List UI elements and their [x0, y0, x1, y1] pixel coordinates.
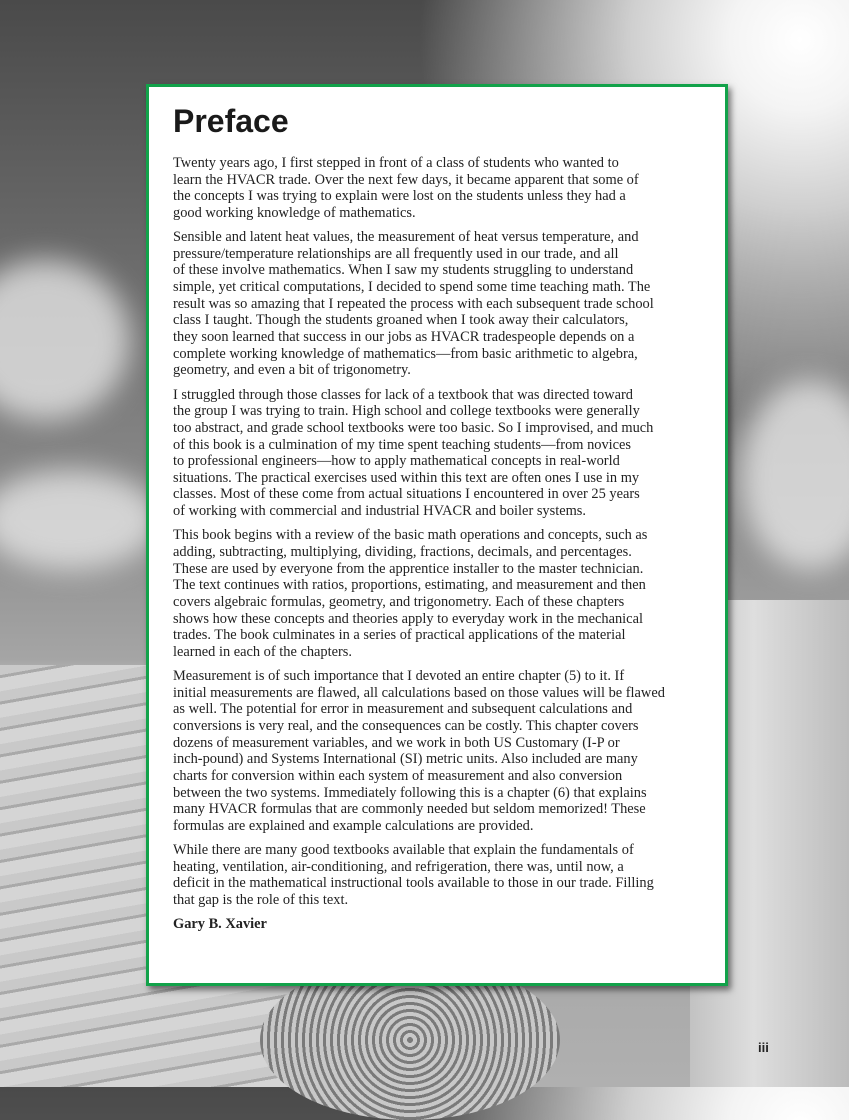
text-line: between the two systems. Immediately following this is a chapter (6) that explains [173, 784, 647, 801]
text-line: of working with commercial and industrial HVACR and boiler systems. [173, 503, 587, 520]
text-line: classes. Most of these come from actual situations I encountered in over 25 years [173, 486, 640, 503]
text-line: class I taught. Though the students groaned when I took away their calculators, [173, 312, 629, 329]
text-line: These are used by everyone from the apprentice installer to the master technician. [173, 560, 644, 577]
text-line: Measurement is of such importance that I devoted an entire chapter (5) to it. If [173, 668, 625, 685]
text-line: result was so amazing that I repeated the process with each subsequent trade school [173, 295, 654, 312]
text-line: conversions is very real, and the consequences can be costly. This chapter covers [173, 718, 639, 734]
paragraph [173, 229, 718, 379]
text-line: dozens of measurement variables, and we work in both US Customary (I-P or [173, 734, 620, 751]
text-line: to professional engineers—how to apply mathematical concepts in real-world [173, 453, 620, 470]
preface-panel [146, 84, 728, 986]
text-line: heating, ventilation, air-conditioning, and refrigeration, there was, until now, a [173, 858, 624, 875]
text-line: learned in each of the chapters. [173, 643, 352, 660]
paragraph [173, 387, 718, 520]
cloud [0, 260, 130, 420]
text-line: While there are many good textbooks available that explain the fundamentals of [173, 842, 634, 859]
text-line: trades. The book culminates in a series of practical applications of the material [173, 627, 626, 644]
page-number: iii [758, 1040, 769, 1055]
text-line: charts for conversion within each system of measurement and also conversion [173, 767, 623, 784]
text-line: the group I was trying to train. High school and college textbooks were generally [173, 403, 640, 420]
text-line: many HVACR formulas that are commonly needed but seldom memorized! These [173, 801, 646, 818]
text-line: good working knowledge of mathematics. [173, 204, 416, 221]
text-line: geometry, and even a bit of trigonometry. [173, 362, 411, 379]
text-line: of these involve mathematics. When I saw my students struggling to understand [173, 262, 634, 279]
text-line: pressure/temperature relationships are all frequently used in our trade, and all [173, 245, 619, 262]
text-line: initial measurements are flawed, all calculations based on those values will be flawed [173, 684, 665, 701]
paragraph [173, 668, 718, 835]
paragraph [173, 527, 718, 660]
text-line: This book begins with a review of the basic math operations and concepts, such as [173, 527, 648, 544]
text-line: The text continues with ratios, proportions, estimating, and measurement and then [173, 577, 646, 594]
text-line: they soon learned that success in our jobs as HVACR tradespeople depends on a [173, 329, 635, 346]
text-line: deficit in the mathematical instructional tools available to those in our trade. Filling [173, 875, 654, 892]
text-line: the concepts I was trying to explain were lost on the students unless they had a [173, 188, 626, 205]
text-line: adding, subtracting, multiplying, dividing, fractions, decimals, and percentages. [173, 543, 632, 560]
text-line: of this book is a culmination of my time spent teaching students—from novices [173, 436, 632, 453]
text-line: learn the HVACR trade. Over the next few days, it became apparent that some of [173, 171, 639, 188]
paragraph [173, 155, 718, 222]
text-line: too abstract, and grade school textbooks were too basic. So I improvised, and much [173, 419, 654, 436]
text-line: inch-pound) and Systems International (SI) metric units. Also included are many [173, 751, 638, 768]
text-line: shows how these concepts and theories apply to everyday work in the mechanical [173, 610, 643, 627]
text-line: situations. The practical exercises used within this text are often ones I use in my [173, 469, 640, 486]
paragraph [173, 842, 718, 909]
text-line: complete working knowledge of mathematics—from basic arithmetic to algebra, [173, 345, 638, 362]
preface-body [173, 155, 718, 933]
text-line: formulas are explained and example calculations are provided. [173, 817, 534, 834]
cloud [0, 470, 160, 570]
text-line: as well. The potential for error in measurement and subsequent calculations and [173, 701, 633, 718]
author-signature: Gary B. Xavier [173, 916, 267, 933]
text-line: Twenty years ago, I first stepped in front of a class of students who wanted to [173, 155, 619, 171]
text-line: I struggled through those classes for lack of a textbook that was directed toward [173, 386, 633, 403]
text-line: that gap is the role of this text. [173, 892, 349, 909]
page-title: Preface [173, 103, 289, 139]
text-line: covers algebraic formulas, geometry, and trigonometry. Each of these chapters [173, 593, 625, 610]
text-line: Sensible and latent heat values, the measurement of heat versus temperature, and [173, 229, 639, 246]
cloud [740, 380, 849, 570]
text-line: simple, yet critical computations, I decided to spend some time teaching math. The [173, 279, 651, 296]
